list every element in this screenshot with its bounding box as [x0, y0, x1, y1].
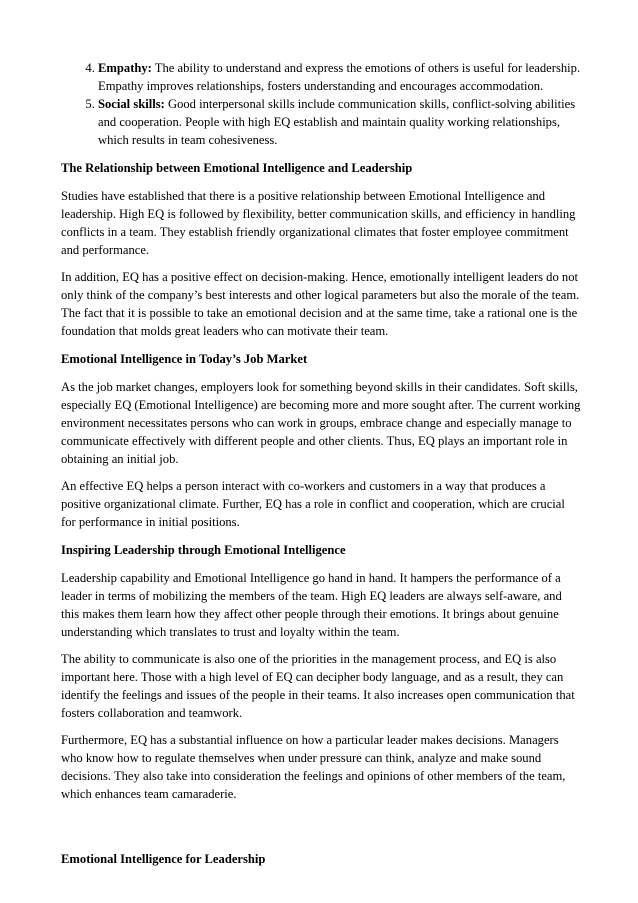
section-relationship [61, 159, 581, 340]
paragraph: The ability to communicate is also one of the priorities in the management process, and EQ is also important here. Those with a high level of EQ can decipher body language, and as a result, they can identify the feelings and issues of the people in their teams. It also increases open communication that fosters collaboration and teamwork. [61, 652, 575, 720]
paragraph: In addition, EQ has a positive effect on decision-making. Hence, emotionally intelligent leaders do not only think of the company’s best interests and other logical parameters but also the morale of the team. The fact that it is possible to take an emotional decision and at the same time, take a rational one is the foundation that molds great leaders who can motivate their team. [61, 270, 580, 338]
paragraph: Studies have established that there is a positive relationship between Emotional Intelligence and leadership. High EQ is followed by flexibility, better communication skills, and efficiency in handling conflicts in a team. They establish friendly organizational climates that foster employee commitment and performance. [61, 189, 576, 257]
spacer [61, 812, 581, 840]
section-job-market [61, 350, 581, 531]
section-heading: Emotional Intelligence in Today’s Job Market [61, 352, 308, 366]
list-item-social-skills [98, 95, 581, 149]
list-item-text: Good interpersonal skills include communication skills, conflict-solving abilities and cooperation. People with high EQ establish and maintain quality working relationships, which results in team cohesiveness. [98, 97, 576, 147]
section-heading: The Relationship between Emotional Intelligence and Leadership [61, 161, 413, 175]
paragraph: Leadership capability and Emotional Intelligence go hand in hand. It hampers the performance of a leader in terms of mobilizing the members of the team. High EQ leaders are always self-aware, and this makes them learn how they affect other people through their emotions. It brings about genuine understanding which translates to trust and loyalty within the team. [61, 571, 562, 639]
list-item-text: The ability to understand and express the emotions of others is useful for leadership. Empathy improves relationships, fosters understanding and encourages accommodation. [98, 61, 581, 93]
paragraph: Furthermore, EQ has a substantial influence on how a particular leader makes decisions. Managers who know how to regulate themselves when under pressure can think, analyze and make sound decisions. They also take into consideration the feelings and opinions of other members of the team, which enhances team camaraderie. [61, 733, 566, 801]
list-item-term: Social skills: [98, 97, 165, 111]
numbered-list [61, 59, 581, 149]
list-item-empathy [98, 59, 581, 95]
paragraph: An effective EQ helps a person interact with co-workers and customers in a way that produces a positive organizational climate. Further, EQ has a role in conflict and cooperation, which are crucial for performance in initial positions. [61, 479, 565, 529]
page-content [61, 59, 581, 878]
section-heading: Inspiring Leadership through Emotional Intelligence [61, 543, 346, 557]
paragraph: As the job market changes, employers look for something beyond skills in their candidates. Soft skills, especially EQ (Emotional Intelligence) are becoming more and more sought after. The current working environment necessitates persons who can work in groups, embrace change and especially manage to communicate effectively with different people and other clients. Thus, EQ plays an important role in obtaining an initial job. [61, 380, 581, 466]
section-inspiring-leadership [61, 541, 581, 803]
list-item-term: Empathy: [98, 61, 152, 75]
final-heading: Emotional Intelligence for Leadership [61, 852, 266, 866]
